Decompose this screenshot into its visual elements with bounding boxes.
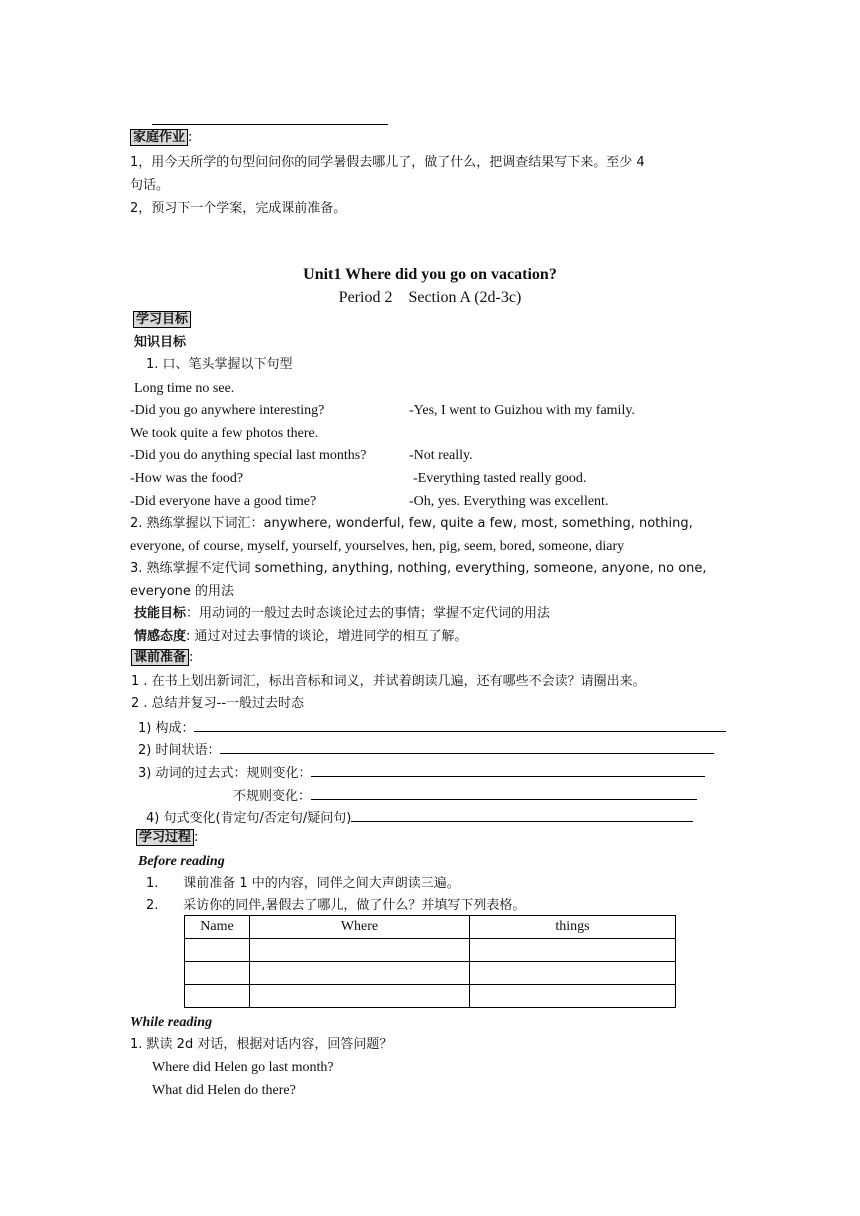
- while-reading-label: While reading: [130, 1015, 213, 1030]
- before-reading-item-1: 1. 课前准备 1 中的内容，同伴之间大声朗读三遍。: [146, 876, 460, 891]
- prep-item-2: 2 . 总结并复习--一般过去时态: [131, 696, 305, 711]
- table-row: [185, 985, 676, 1008]
- table-row: [185, 939, 676, 962]
- question-2: What did Helen do there?: [152, 1083, 296, 1098]
- table-header-row: [185, 916, 676, 939]
- process-heading: 学习过程: [136, 829, 194, 846]
- sentence-4-answer: -Not really.: [409, 448, 473, 463]
- sentence-5-question: -How was the food?: [130, 471, 244, 486]
- attitude-goal-text: : 通过对过去事情的谈论，增进同学的相互了解。: [186, 629, 468, 644]
- answer-blank[interactable]: [311, 763, 705, 777]
- goals-item-3-cont: everyone 的用法: [130, 584, 235, 599]
- question-1: Where did Helen go last month?: [152, 1060, 334, 1075]
- answer-blank[interactable]: [194, 718, 726, 732]
- before-reading-item-2: 2. 采访你的同伴,暑假去了哪儿，做了什么？并填写下列表格。: [146, 898, 526, 913]
- header-name: Name: [185, 916, 250, 939]
- table-cell[interactable]: [470, 962, 676, 985]
- sentence-3: We took quite a few photos there.: [130, 426, 319, 441]
- prep-sub-1: 1) 构成：: [138, 718, 726, 738]
- homework-item-1: 1，用今天所学的句型问问你的同学暑假去哪儿了，做了什么，把调查结果写下来。至少 4: [130, 155, 645, 170]
- table-cell[interactable]: [470, 939, 676, 962]
- header-things: things: [470, 916, 676, 939]
- table-cell[interactable]: [250, 939, 470, 962]
- answer-blank[interactable]: [311, 786, 697, 800]
- sentence-5-answer: -Everything tasted really good.: [413, 471, 587, 486]
- prep-sub-3: 3) 动词的过去式：规则变化：: [138, 763, 705, 783]
- top-rule: [152, 124, 388, 125]
- skill-goal-text: ：用动词的一般过去时态谈论过去的事情；掌握不定代词的用法: [186, 606, 551, 621]
- sentence-6-question: -Did everyone have a good time?: [130, 494, 317, 509]
- table-cell[interactable]: [250, 962, 470, 985]
- prep-heading-row: 课前准备 :: [131, 649, 193, 667]
- before-reading-label: Before reading: [138, 854, 225, 869]
- prep-sub-2: 2) 时间状语：: [138, 740, 714, 760]
- page-subtitle: Period 2 Section A (2d-3c): [338, 289, 522, 306]
- goals-heading: 学习目标: [133, 311, 191, 328]
- sentence-4-question: -Did you do anything special last months?: [130, 448, 367, 463]
- sentence-2-answer: -Yes, I went to Guizhou with my family.: [409, 403, 635, 418]
- goals-item-2: 2. 熟练掌握以下词汇：anywhere, wonderful, few, quite a few, most, something, nothing,: [130, 516, 693, 531]
- answer-blank[interactable]: [351, 808, 693, 822]
- prep-heading: 课前准备: [131, 649, 189, 666]
- prep-item-1: 1 . 在书上划出新词汇，标出音标和词义，并试着朗读几遍，还有哪些不会读？请圈出来。: [131, 674, 646, 689]
- process-heading-row: 学习过程 :: [136, 829, 198, 847]
- sentence-6-answer: -Oh, yes. Everything was excellent.: [409, 494, 609, 509]
- page-title: Unit1 Where did you go on vacation?: [303, 266, 557, 283]
- table-row: [185, 962, 676, 985]
- sentence-1: Long time no see.: [134, 381, 235, 396]
- table-cell[interactable]: [250, 985, 470, 1008]
- table-cell[interactable]: [185, 985, 250, 1008]
- sentence-2-question: -Did you go anywhere interesting?: [130, 403, 325, 418]
- prep-sub-3b: 不规则变化：: [233, 786, 697, 806]
- prep-sub-4: 4) 句式变化(肯定句/否定句/疑问句): [146, 808, 693, 828]
- homework-item-1-cont: 句话。: [130, 178, 170, 193]
- goals-item-3: 3. 熟练掌握不定代词 something, anything, nothing, everything, someone, anyone, no one,: [130, 561, 707, 576]
- table-cell[interactable]: [185, 939, 250, 962]
- header-where: Where: [250, 916, 470, 939]
- homework-item-2: 2，预习下一个学案，完成课前准备。: [130, 201, 347, 216]
- goals-item-1: 1. 口、笔头掌握以下句型: [146, 357, 293, 372]
- table-cell[interactable]: [470, 985, 676, 1008]
- answer-blank[interactable]: [220, 740, 714, 754]
- homework-heading: 家庭作业: [130, 129, 188, 146]
- goals-heading-row: [133, 311, 191, 329]
- survey-table: [184, 915, 676, 1008]
- knowledge-goals-label: 知识目标: [134, 335, 187, 350]
- skill-goal-row: [134, 605, 550, 623]
- homework-heading-row: 家庭作业 :: [130, 129, 192, 147]
- attitude-goal-label: 情感态度: [134, 629, 187, 644]
- attitude-goal-row: [134, 628, 468, 646]
- while-reading-item-1: 1. 默读 2d 对话，根据对话内容，回答问题？: [130, 1037, 393, 1052]
- table-cell[interactable]: [185, 962, 250, 985]
- goals-item-2-cont: everyone, of course, myself, yourself, yourselves, hen, pig, seem, bored, someone, diary: [130, 539, 625, 554]
- skill-goal-label: 技能目标: [134, 606, 187, 621]
